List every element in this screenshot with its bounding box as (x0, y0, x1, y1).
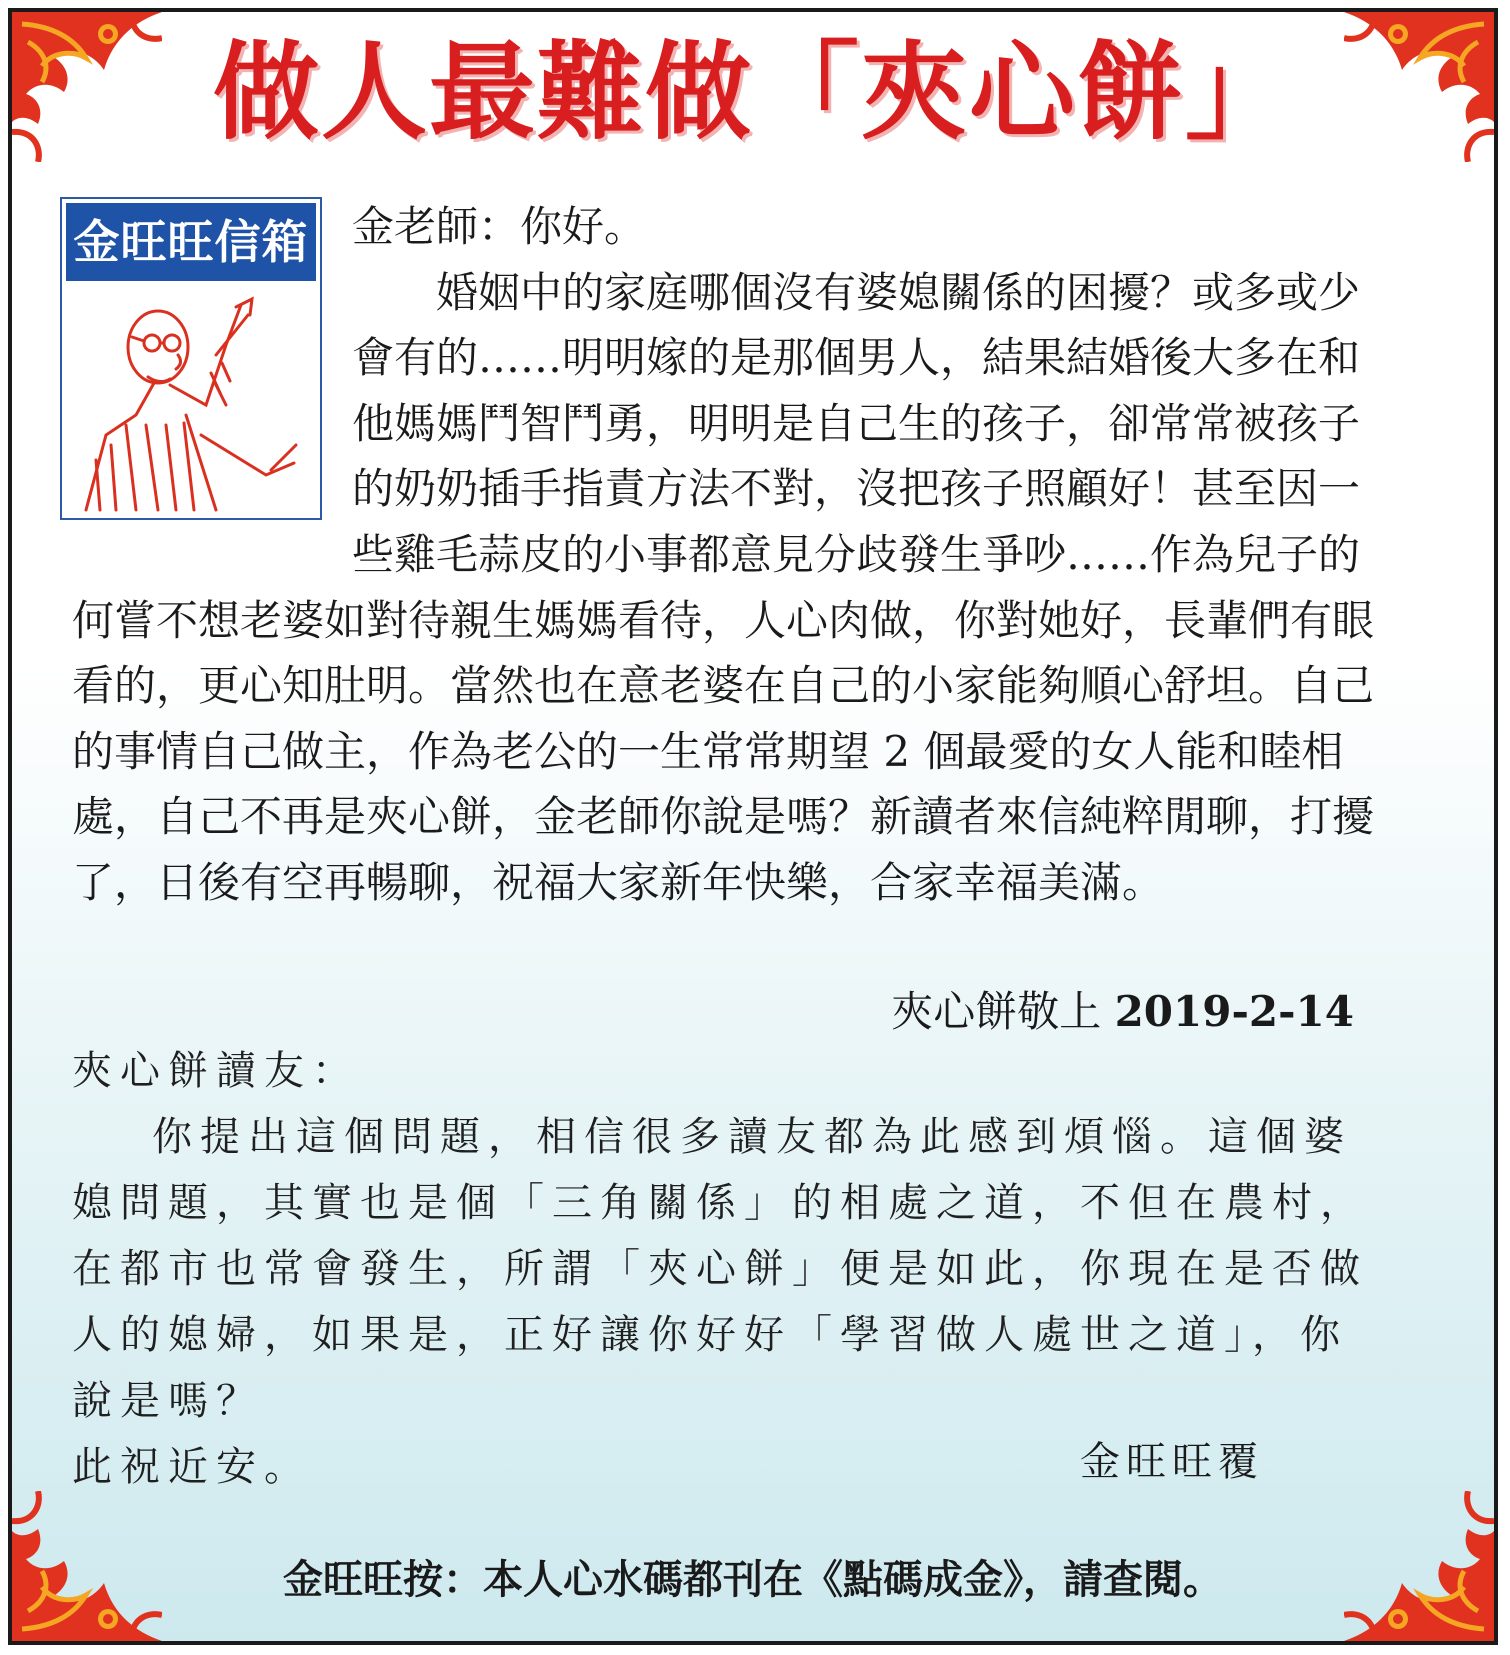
footnote: 金旺旺按：本人心水碼都刊在《點碼成金》，請查閱。 (283, 1557, 1223, 1603)
letter-signoff (891, 982, 1354, 1042)
reply-signature: 金旺旺覆 (1080, 1439, 1264, 1485)
letter-date: 2019-2-14 (1114, 987, 1354, 1036)
reply-salutation: 夾心餅讀友： (72, 1048, 360, 1094)
article-title: 做人最難做「夾心餅」 (213, 31, 1293, 154)
page-frame (8, 8, 1498, 1645)
reply-closing: 此祝近安。 (72, 1444, 312, 1490)
letter-body: 婚姻中的家庭哪個沒有婆媳關係的困擾？或多或少會有的……明明嫁的是那個男人，結果結婚後大多在和他媽媽鬥智鬥勇，明明是自己生的孩子，卻常常被孩子的奶奶插手指責方法不對，沒把孩子照顧好！甚至因一些雞毛蒜皮的小事都意見分歧發生爭吵……作為兒子的何嘗不想老婆如對待親生媽媽看待，人心肉做，你對她好，長輩們有眼看的，更心知肚明。當然也在意老婆在自己的小家能夠順心舒坦。自己的事情自己做主，作為老公的一生常常期望 2 個最愛的女人能和睦相處，自己不再是夾心餅，金老師你說是嗎？新讀者來信純粹閒聊，打擾了，日後有空再暢聊，祝福大家新年快樂，合家幸福美滿。 (72, 267, 1375, 907)
logo-spacer (72, 194, 352, 524)
reader-letter (72, 194, 1374, 916)
columnist-reply (72, 1038, 1372, 1500)
reply-body: 你提出這個問題，相信很多讀友都為此感到煩惱。這個婆媳問題，其實也是個「三角關係」的相處之道，不但在農村，在都市也常會發生，所謂「夾心餅」便是如此，你現在是否做人的媳婦，如果是，正好讓你好好「學習做人處世之道」，你說是嗎？ (72, 1114, 1368, 1424)
letter-salutation: 金老師：你好。 (352, 202, 647, 251)
letter-signature: 夾心餅敬上 (891, 987, 1102, 1036)
column-label: 金旺旺信箱 (66, 203, 316, 281)
